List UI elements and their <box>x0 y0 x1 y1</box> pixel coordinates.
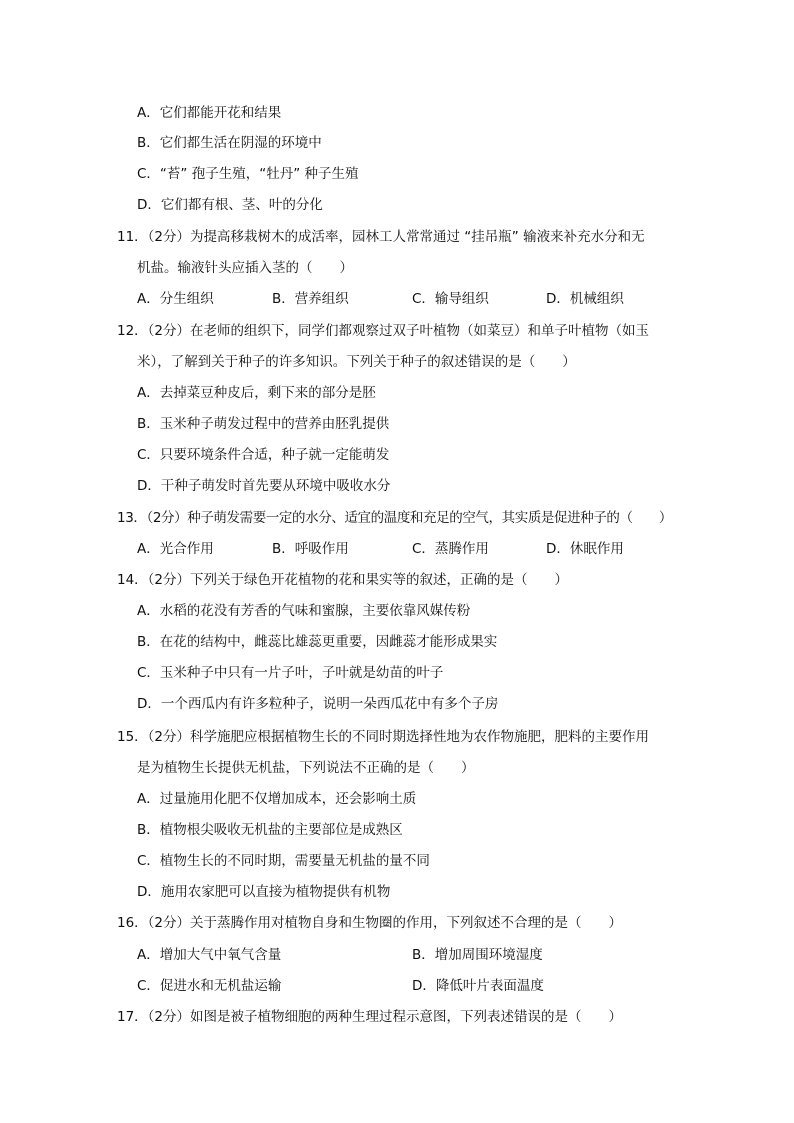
q14-option-d: D．一个西瓜内有许多粒种子，说明一朵西瓜花中有多个子房 <box>137 696 499 712</box>
q13-option-a: A．光合作用 <box>137 541 214 557</box>
q13-stem-line1: 13．（2分）种子萌发需要一定的水分、适宜的温度和充足的空气，其实质是促进种子的（ ） <box>117 510 672 526</box>
q12-option-d: D．干种子萌发时首先要从环境中吸收水分 <box>137 478 391 494</box>
q12-option-a: A．去掉菜豆种皮后，剩下来的部分是胚 <box>137 385 376 401</box>
q10-option-b: B．它们都生活在阴湿的环境中 <box>137 135 322 151</box>
q15-option-a: A．过量施用化肥不仅增加成本，还会影响土质 <box>137 791 417 807</box>
q14-option-a: A．水稻的花没有芳香的气味和蜜腺，主要依靠风媒传粉 <box>137 603 471 619</box>
q16-option-c: C．促进水和无机盐运输 <box>137 978 282 994</box>
q14-stem-line1: 14．（2分）下列关于绿色开花植物的花和果实等的叙述，正确的是（ ） <box>117 572 569 588</box>
q10-option-d: D．它们都有根、茎、叶的分化 <box>137 197 323 213</box>
q12-option-b: B．玉米种子萌发过程中的营养由胚乳提供 <box>137 416 390 432</box>
q11-option-c: C．输导组织 <box>412 291 489 307</box>
q16-option-d: D．降低叶片表面温度 <box>412 978 544 994</box>
q15-option-c: C．植物生长的不同时期，需要量无机盐的量不同 <box>137 853 430 869</box>
q13-option-c: C．蒸腾作用 <box>412 541 489 557</box>
q15-stem-line2: 是为植物生长提供无机盐，下列说法不正确的是（ ） <box>137 760 475 776</box>
q14-option-c: C．玉米种子中只有一片子叶，子叶就是幼苗的叶子 <box>137 665 444 681</box>
q13-option-d: D．休眠作用 <box>546 541 624 557</box>
q12-stem-line1: 12．（2分）在老师的组织下，同学们都观察过双子叶植物（如菜豆）和单子叶植物（如玉 <box>117 323 650 339</box>
q10-option-a: A．它们都能开花和结果 <box>137 105 282 121</box>
q16-stem-line1: 16．（2分）关于蒸腾作用对植物自身和生物圈的作用，下列叙述不合理的是（ ） <box>117 915 623 931</box>
q11-stem-line1: 11．（2分）为提高移栽树木的成活率，园林工人常常通过 “挂吊瓶” 输液来补充水分和无 <box>117 229 645 245</box>
q11-option-d: D．机械组织 <box>546 291 624 307</box>
q15-stem-line1: 15．（2分）科学施肥应根据植物生长的不同时期选择性地为农作物施肥，肥料的主要作用 <box>117 729 650 745</box>
q17-stem-line1: 17．（2分）如图是被子植物细胞的两种生理过程示意图，下列表述错误的是（ ） <box>117 1009 623 1025</box>
q11-stem-line2: 机盐。输液针头应插入茎的（ ） <box>137 260 353 276</box>
q15-option-b: B．植物根尖吸收无机盐的主要部位是成熟区 <box>137 822 403 838</box>
q11-option-b: B．营养组织 <box>272 291 349 307</box>
q10-option-c: C．“苔” 孢子生殖，“牡丹” 种子生殖 <box>137 166 359 182</box>
q16-option-a: A．增加大气中氧气含量 <box>137 947 282 963</box>
q12-option-c: C．只要环境条件合适，种子就一定能萌发 <box>137 447 390 463</box>
q12-stem-line2: 米），了解到关于种子的许多知识。下列关于种子的叙述错误的是（ ） <box>137 354 576 370</box>
q13-option-b: B．呼吸作用 <box>272 541 349 557</box>
q16-option-b: B．增加周围环境湿度 <box>412 947 543 963</box>
q15-option-d: D．施用农家肥可以直接为植物提供有机物 <box>137 884 391 900</box>
q14-option-b: B．在花的结构中，雌蕊比雄蕊更重要，因雌蕊才能形成果实 <box>137 634 498 650</box>
q11-option-a: A．分生组织 <box>137 291 214 307</box>
